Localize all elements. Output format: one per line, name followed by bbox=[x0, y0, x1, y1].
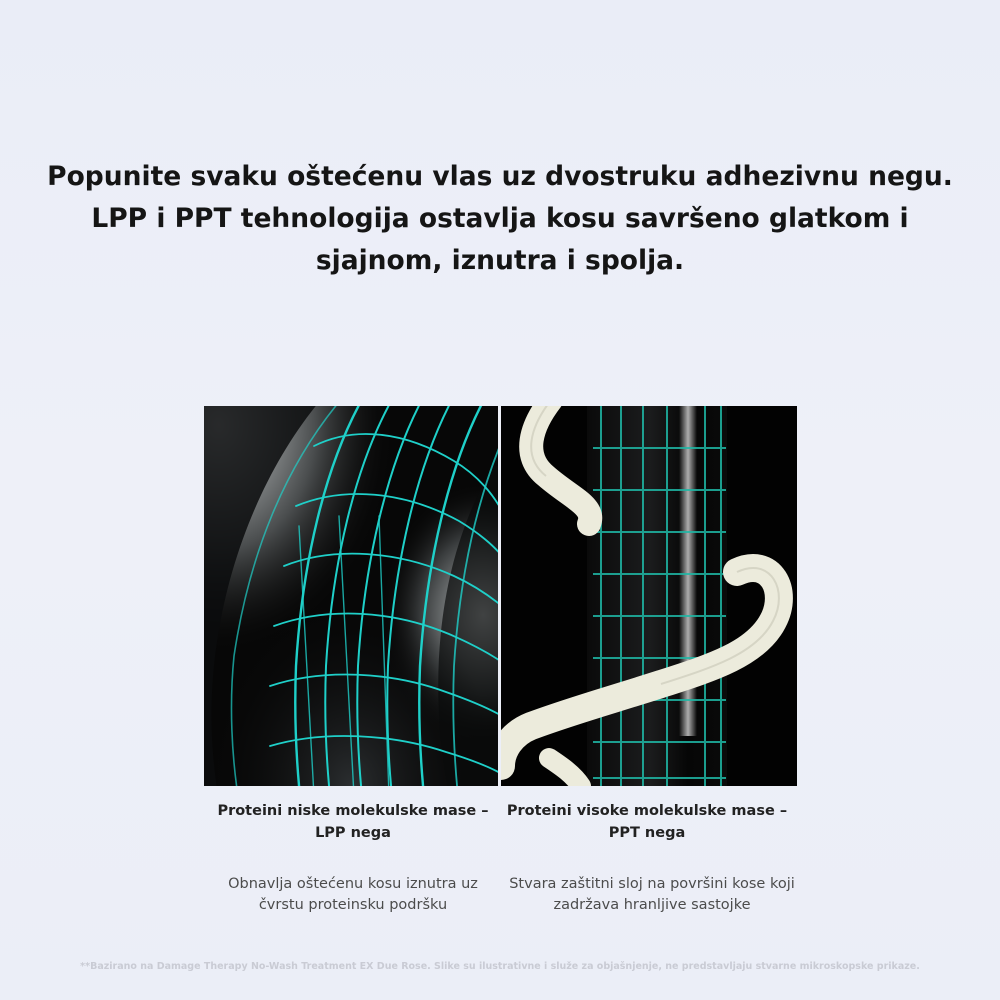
headline-line-1: Popunite svaku oštećenu vlas uz dvostruku adhezivnu negu. bbox=[47, 161, 953, 192]
lpp-description-line-1: Obnavlja oštećenu kosu iznutra uz bbox=[228, 876, 478, 892]
lpp-hair-mesh-image bbox=[204, 406, 498, 786]
ppt-title bbox=[497, 800, 797, 844]
lpp-description-line-2: čvrstu proteinsku podršku bbox=[258, 897, 448, 913]
ppt-title-line-1: Proteini visoke molekulske mase – bbox=[506, 803, 788, 819]
headline-line-2: LPP i PPT tehnologija ostavlja kosu savršeno glatkom i bbox=[91, 203, 909, 234]
headline-line-3: sjajnom, iznutra i spolja. bbox=[315, 245, 685, 276]
ppt-illustration bbox=[501, 406, 797, 786]
ppt-description bbox=[497, 874, 807, 916]
headline bbox=[20, 156, 980, 282]
ppt-description-line-2: zadržava hranljive sastojke bbox=[553, 897, 751, 913]
ppt-title-line-2: PPT nega bbox=[608, 825, 686, 841]
ppt-hair-coating-image bbox=[501, 406, 797, 786]
lpp-description bbox=[198, 874, 508, 916]
lpp-title-line-2: LPP nega bbox=[315, 825, 391, 841]
lpp-title bbox=[203, 800, 503, 844]
lpp-illustration bbox=[204, 406, 498, 786]
ppt-description-line-1: Stvara zaštitni sloj na površini kose koji bbox=[509, 876, 795, 892]
lpp-title-line-1: Proteini niske molekulske mase – bbox=[217, 803, 489, 819]
footnote: **Bazirano na Damage Therapy No-Wash Treatment EX Due Rose. Slike su ilustrativne i služe za objašnjenje, ne predstavljaju stvarne mikroskopske prikaze. bbox=[80, 961, 920, 972]
